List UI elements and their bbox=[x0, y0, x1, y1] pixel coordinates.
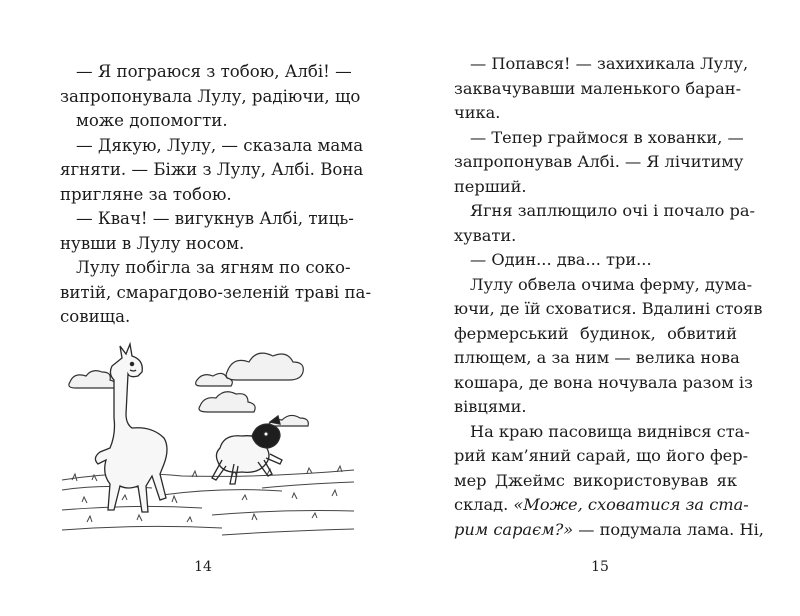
text-line: витій, смарагдово-зеленій траві па- bbox=[60, 282, 372, 302]
text-line: — Дякую, Лулу, — сказала мама bbox=[76, 135, 364, 155]
text-line: нувши в Лулу носом. bbox=[60, 233, 245, 253]
text-line: фермерський будинок, обвитий bbox=[454, 323, 737, 343]
text-line: кошара, де вона ночувала разом із bbox=[454, 372, 753, 392]
text-line: Лулу побігла за ягням по соко- bbox=[76, 258, 351, 277]
page-number: 14 bbox=[194, 559, 212, 575]
italic-thought: рим сараєм?» bbox=[454, 519, 574, 539]
text-line: чика. bbox=[454, 103, 501, 122]
text-line bbox=[454, 495, 749, 515]
text-line: На краю пасовища виднівся ста- bbox=[470, 421, 750, 441]
text-line-start: склад. bbox=[454, 495, 514, 514]
cloud-icon bbox=[69, 371, 115, 388]
text-line: — Тепер граймося в хованки, — bbox=[470, 127, 744, 147]
text-line: хувати. bbox=[454, 225, 517, 245]
text-line: ючи, де їй сховатися. Вдалині стояв bbox=[454, 299, 763, 318]
text-line: може допомогти. bbox=[76, 111, 228, 130]
text-line: перший. bbox=[454, 176, 527, 196]
text-line: — Квач! — вигукнув Албі, тиць- bbox=[76, 209, 354, 228]
text-line-end: — подумала лама. Ні, bbox=[573, 519, 764, 539]
cloud-icon bbox=[196, 353, 304, 386]
text-line: — Я пограюся з тобою, Албі! — bbox=[76, 62, 352, 81]
text-line: рий кам’яний сарай, що його фер- bbox=[454, 446, 749, 465]
text-line: запропонував Албі. — Я лічитиму bbox=[454, 152, 744, 171]
text-line: — Один... два... три... bbox=[470, 250, 652, 269]
cloud-icon bbox=[199, 392, 255, 412]
llama-and-lamb-illustration bbox=[62, 330, 354, 545]
text-line: Лулу обвела очима ферму, дума- bbox=[470, 274, 753, 294]
text-line: ягняти. — Біжи з Лулу, Албі. Вона bbox=[60, 160, 364, 179]
text-line bbox=[454, 519, 764, 540]
text-line: плющем, а за ним — велика нова bbox=[454, 348, 740, 367]
page-number: 15 bbox=[591, 559, 609, 575]
text-line: заквачувавши маленького баран- bbox=[454, 78, 742, 98]
text-line: запропонувала Лулу, радіючи, що bbox=[60, 86, 361, 106]
text-line: вівцями. bbox=[454, 397, 527, 416]
text-line: мер Джеймс використовував як bbox=[454, 470, 737, 490]
italic-thought: «Може, сховатися за ста- bbox=[513, 495, 749, 514]
text-line: пригляне за тобою. bbox=[60, 184, 232, 204]
text-line: совища. bbox=[60, 307, 131, 326]
lamb-figure bbox=[212, 416, 282, 484]
text-line: Ягня заплющило очі і почало ра- bbox=[470, 201, 755, 220]
text-line: — Попався! — захихикала Лулу, bbox=[470, 54, 749, 73]
